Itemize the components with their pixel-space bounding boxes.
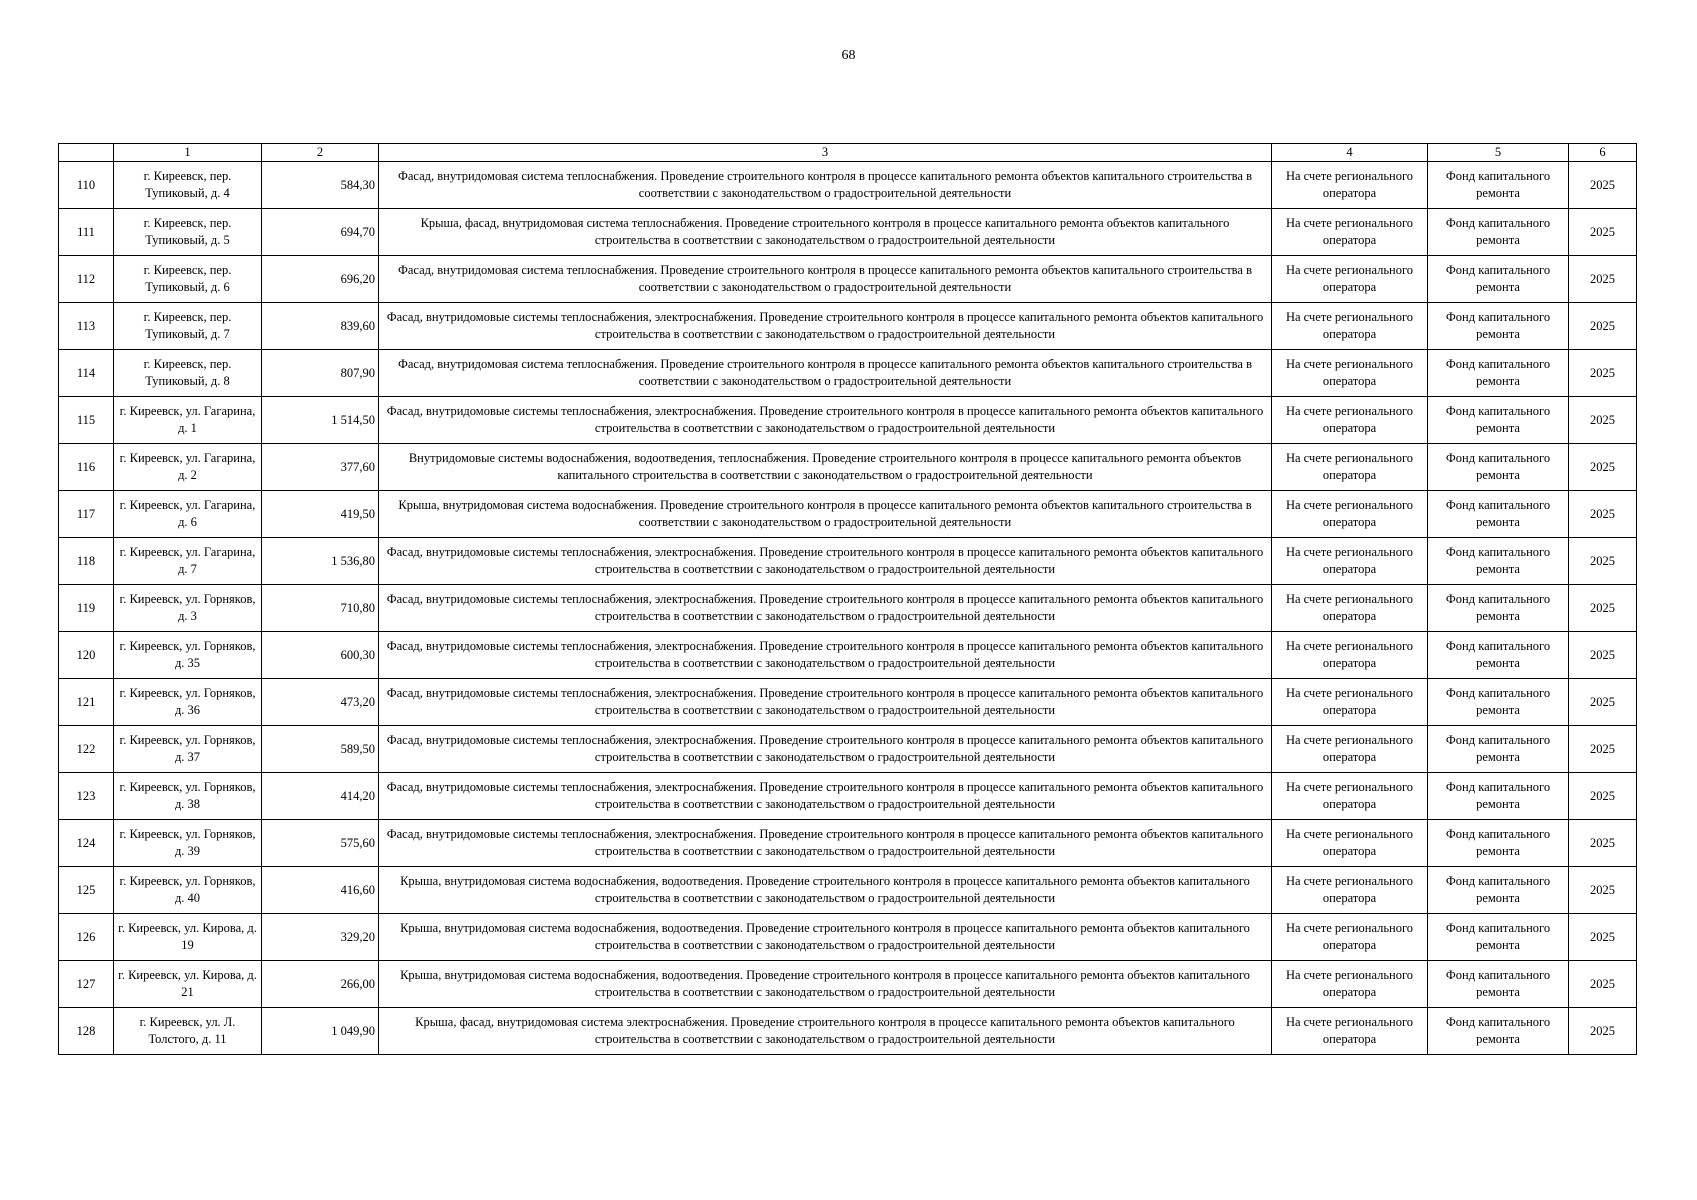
works-description-cell: Фасад, внутридомовая система теплоснабжения. Проведение строительного контроля в процессе капитального ремонта объектов капитального строительства в соответствии с законодательством о градостроительной деятельности (379, 350, 1272, 397)
row-number-cell: 120 (59, 632, 114, 679)
area-cell: 266,00 (262, 961, 379, 1008)
funding-account-cell: На счете регионального оператора (1272, 585, 1428, 632)
year-cell: 2025 (1569, 773, 1637, 820)
funding-account-cell: На счете регионального оператора (1272, 491, 1428, 538)
funding-source-cell: Фонд капитального ремонта (1428, 585, 1569, 632)
area-cell: 329,20 (262, 914, 379, 961)
area-cell: 1 536,80 (262, 538, 379, 585)
address-cell: г. Киреевск, ул. Горняков, д. 35 (114, 632, 262, 679)
funding-account-cell: На счете регионального оператора (1272, 256, 1428, 303)
funding-source-cell: Фонд капитального ремонта (1428, 726, 1569, 773)
column-header-6: 6 (1569, 144, 1637, 162)
row-number-cell: 127 (59, 961, 114, 1008)
row-number-cell: 122 (59, 726, 114, 773)
column-header-5: 5 (1428, 144, 1569, 162)
repair-register-table (58, 143, 1637, 1055)
funding-source-cell: Фонд капитального ремонта (1428, 397, 1569, 444)
row-number-cell: 123 (59, 773, 114, 820)
year-cell: 2025 (1569, 914, 1637, 961)
area-cell: 419,50 (262, 491, 379, 538)
area-cell: 807,90 (262, 350, 379, 397)
funding-source-cell: Фонд капитального ремонта (1428, 162, 1569, 209)
address-cell: г. Киреевск, ул. Гагарина, д. 2 (114, 444, 262, 491)
row-number-cell: 117 (59, 491, 114, 538)
year-cell: 2025 (1569, 679, 1637, 726)
year-cell: 2025 (1569, 397, 1637, 444)
funding-account-cell: На счете регионального оператора (1272, 162, 1428, 209)
address-cell: г. Киреевск, пер. Тупиковый, д. 7 (114, 303, 262, 350)
area-cell: 473,20 (262, 679, 379, 726)
row-number-cell: 116 (59, 444, 114, 491)
area-cell: 696,20 (262, 256, 379, 303)
address-cell: г. Киреевск, ул. Горняков, д. 37 (114, 726, 262, 773)
address-cell: г. Киреевск, пер. Тупиковый, д. 5 (114, 209, 262, 256)
address-cell: г. Киреевск, ул. Горняков, д. 40 (114, 867, 262, 914)
works-description-cell: Крыша, внутридомовая система водоснабжения, водоотведения. Проведение строительного контроля в процессе капитального ремонта объектов капитального строительства в соответствии с законодательством о градостроительной деятельности (379, 867, 1272, 914)
works-description-cell: Крыша, внутридомовая система водоснабжения, водоотведения. Проведение строительного контроля в процессе капитального ремонта объектов капитального строительства в соответствии с законодательством о градостроительной деятельности (379, 914, 1272, 961)
year-cell: 2025 (1569, 444, 1637, 491)
table-row (59, 397, 1637, 444)
table-row (59, 914, 1637, 961)
works-description-cell: Фасад, внутридомовые системы теплоснабжения, электроснабжения. Проведение строительного контроля в процессе капитального ремонта объектов капитального строительства в соответствии с законодательством о градостроительной деятельности (379, 585, 1272, 632)
table-row (59, 162, 1637, 209)
funding-source-cell: Фонд капитального ремонта (1428, 1008, 1569, 1055)
works-description-cell: Фасад, внутридомовые системы теплоснабжения, электроснабжения. Проведение строительного контроля в процессе капитального ремонта объектов капитального строительства в соответствии с законодательством о градостроительной деятельности (379, 773, 1272, 820)
year-cell: 2025 (1569, 585, 1637, 632)
table-row (59, 773, 1637, 820)
area-cell: 416,60 (262, 867, 379, 914)
row-number-cell: 121 (59, 679, 114, 726)
funding-account-cell: На счете регионального оператора (1272, 820, 1428, 867)
year-cell: 2025 (1569, 632, 1637, 679)
row-number-cell: 112 (59, 256, 114, 303)
year-cell: 2025 (1569, 256, 1637, 303)
table-row (59, 820, 1637, 867)
address-cell: г. Киреевск, ул. Горняков, д. 3 (114, 585, 262, 632)
row-number-cell: 118 (59, 538, 114, 585)
area-cell: 589,50 (262, 726, 379, 773)
row-number-cell: 111 (59, 209, 114, 256)
works-description-cell: Крыша, фасад, внутридомовая система теплоснабжения. Проведение строительного контроля в процессе капитального ремонта объектов капитального строительства в соответствии с законодательством о градостроительной деятельности (379, 209, 1272, 256)
works-description-cell: Фасад, внутридомовые системы теплоснабжения, электроснабжения. Проведение строительного контроля в процессе капитального ремонта объектов капитального строительства в соответствии с законодательством о градостроительной деятельности (379, 726, 1272, 773)
area-cell: 1 049,90 (262, 1008, 379, 1055)
table-row (59, 209, 1637, 256)
column-header-4: 4 (1272, 144, 1428, 162)
works-description-cell: Фасад, внутридомовые системы теплоснабжения, электроснабжения. Проведение строительного контроля в процессе капитального ремонта объектов капитального строительства в соответствии с законодательством о градостроительной деятельности (379, 303, 1272, 350)
works-description-cell: Фасад, внутридомовая система теплоснабжения. Проведение строительного контроля в процессе капитального ремонта объектов капитального строительства в соответствии с законодательством о градостроительной деятельности (379, 162, 1272, 209)
funding-source-cell: Фонд капитального ремонта (1428, 961, 1569, 1008)
row-number-cell: 125 (59, 867, 114, 914)
table-row (59, 961, 1637, 1008)
funding-account-cell: На счете регионального оператора (1272, 961, 1428, 1008)
funding-source-cell: Фонд капитального ремонта (1428, 256, 1569, 303)
funding-source-cell: Фонд капитального ремонта (1428, 632, 1569, 679)
year-cell: 2025 (1569, 867, 1637, 914)
table-row (59, 256, 1637, 303)
works-description-cell: Крыша, внутридомовая система водоснабжения. Проведение строительного контроля в процессе капитального ремонта объектов капитального строительства в соответствии с законодательством о градостроительной деятельности (379, 491, 1272, 538)
funding-source-cell: Фонд капитального ремонта (1428, 914, 1569, 961)
year-cell: 2025 (1569, 1008, 1637, 1055)
table-row (59, 679, 1637, 726)
funding-source-cell: Фонд капитального ремонта (1428, 303, 1569, 350)
year-cell: 2025 (1569, 303, 1637, 350)
table-row (59, 726, 1637, 773)
address-cell: г. Киреевск, пер. Тупиковый, д. 4 (114, 162, 262, 209)
column-header-3: 3 (379, 144, 1272, 162)
table-row (59, 444, 1637, 491)
funding-account-cell: На счете регионального оператора (1272, 1008, 1428, 1055)
works-description-cell: Фасад, внутридомовые системы теплоснабжения, электроснабжения. Проведение строительного контроля в процессе капитального ремонта объектов капитального строительства в соответствии с законодательством о градостроительной деятельности (379, 679, 1272, 726)
row-number-cell: 126 (59, 914, 114, 961)
address-cell: г. Киреевск, ул. Горняков, д. 38 (114, 773, 262, 820)
funding-source-cell: Фонд капитального ремонта (1428, 773, 1569, 820)
address-cell: г. Киреевск, пер. Тупиковый, д. 8 (114, 350, 262, 397)
area-cell: 584,30 (262, 162, 379, 209)
area-cell: 600,30 (262, 632, 379, 679)
works-description-cell: Крыша, внутридомовая система водоснабжения, водоотведения. Проведение строительного контроля в процессе капитального ремонта объектов капитального строительства в соответствии с законодательством о градостроительной деятельности (379, 961, 1272, 1008)
year-cell: 2025 (1569, 961, 1637, 1008)
area-cell: 710,80 (262, 585, 379, 632)
address-cell: г. Киреевск, ул. Кирова, д. 19 (114, 914, 262, 961)
year-cell: 2025 (1569, 726, 1637, 773)
funding-account-cell: На счете регионального оператора (1272, 303, 1428, 350)
column-number-header-row (59, 144, 1637, 162)
row-number-cell: 113 (59, 303, 114, 350)
area-cell: 414,20 (262, 773, 379, 820)
row-number-cell: 128 (59, 1008, 114, 1055)
funding-source-cell: Фонд капитального ремонта (1428, 209, 1569, 256)
address-cell: г. Киреевск, ул. Л. Толстого, д. 11 (114, 1008, 262, 1055)
address-cell: г. Киреевск, ул. Гагарина, д. 6 (114, 491, 262, 538)
year-cell: 2025 (1569, 491, 1637, 538)
column-header-1: 1 (114, 144, 262, 162)
row-number-cell: 115 (59, 397, 114, 444)
funding-source-cell: Фонд капитального ремонта (1428, 679, 1569, 726)
area-cell: 839,60 (262, 303, 379, 350)
funding-account-cell: На счете регионального оператора (1272, 209, 1428, 256)
works-description-cell: Фасад, внутридомовая система теплоснабжения. Проведение строительного контроля в процессе капитального ремонта объектов капитального строительства в соответствии с законодательством о градостроительной деятельности (379, 256, 1272, 303)
table-row (59, 491, 1637, 538)
column-header-2: 2 (262, 144, 379, 162)
funding-source-cell: Фонд капитального ремонта (1428, 538, 1569, 585)
funding-account-cell: На счете регионального оператора (1272, 538, 1428, 585)
year-cell: 2025 (1569, 162, 1637, 209)
row-number-cell: 114 (59, 350, 114, 397)
year-cell: 2025 (1569, 209, 1637, 256)
address-cell: г. Киреевск, ул. Кирова, д. 21 (114, 961, 262, 1008)
works-description-cell: Фасад, внутридомовые системы теплоснабжения, электроснабжения. Проведение строительного контроля в процессе капитального ремонта объектов капитального строительства в соответствии с законодательством о градостроительной деятельности (379, 632, 1272, 679)
column-header-row-number (59, 144, 114, 162)
table-row (59, 632, 1637, 679)
address-cell: г. Киреевск, ул. Горняков, д. 39 (114, 820, 262, 867)
area-cell: 575,60 (262, 820, 379, 867)
works-description-cell: Крыша, фасад, внутридомовая система электроснабжения. Проведение строительного контроля в процессе капитального ремонта объектов капитального строительства в соответствии с законодательством о градостроительной деятельности (379, 1008, 1272, 1055)
funding-account-cell: На счете регионального оператора (1272, 397, 1428, 444)
address-cell: г. Киреевск, ул. Гагарина, д. 1 (114, 397, 262, 444)
table-row (59, 350, 1637, 397)
row-number-cell: 124 (59, 820, 114, 867)
funding-source-cell: Фонд капитального ремонта (1428, 820, 1569, 867)
funding-account-cell: На счете регионального оператора (1272, 632, 1428, 679)
area-cell: 377,60 (262, 444, 379, 491)
funding-account-cell: На счете регионального оператора (1272, 444, 1428, 491)
works-description-cell: Фасад, внутридомовые системы теплоснабжения, электроснабжения. Проведение строительного контроля в процессе капитального ремонта объектов капитального строительства в соответствии с законодательством о градостроительной деятельности (379, 820, 1272, 867)
year-cell: 2025 (1569, 820, 1637, 867)
table-row (59, 538, 1637, 585)
works-description-cell: Внутридомовые системы водоснабжения, водоотведения, теплоснабжения. Проведение строительного контроля в процессе капитального ремонта объектов капитального строительства в соответствии с законодательством о градостроительной деятельности (379, 444, 1272, 491)
funding-source-cell: Фонд капитального ремонта (1428, 444, 1569, 491)
address-cell: г. Киреевск, ул. Гагарина, д. 7 (114, 538, 262, 585)
area-cell: 694,70 (262, 209, 379, 256)
funding-account-cell: На счете регионального оператора (1272, 679, 1428, 726)
funding-source-cell: Фонд капитального ремонта (1428, 350, 1569, 397)
works-description-cell: Фасад, внутридомовые системы теплоснабжения, электроснабжения. Проведение строительного контроля в процессе капитального ремонта объектов капитального строительства в соответствии с законодательством о градостроительной деятельности (379, 397, 1272, 444)
funding-account-cell: На счете регионального оператора (1272, 773, 1428, 820)
row-number-cell: 110 (59, 162, 114, 209)
table-row (59, 303, 1637, 350)
table-row (59, 867, 1637, 914)
address-cell: г. Киреевск, ул. Горняков, д. 36 (114, 679, 262, 726)
address-cell: г. Киреевск, пер. Тупиковый, д. 6 (114, 256, 262, 303)
funding-source-cell: Фонд капитального ремонта (1428, 867, 1569, 914)
funding-account-cell: На счете регионального оператора (1272, 867, 1428, 914)
table-body (59, 162, 1637, 1055)
funding-source-cell: Фонд капитального ремонта (1428, 491, 1569, 538)
table-row (59, 1008, 1637, 1055)
table-row (59, 585, 1637, 632)
row-number-cell: 119 (59, 585, 114, 632)
page-number: 68 (841, 48, 856, 63)
funding-account-cell: На счете регионального оператора (1272, 350, 1428, 397)
works-description-cell: Фасад, внутридомовые системы теплоснабжения, электроснабжения. Проведение строительного контроля в процессе капитального ремонта объектов капитального строительства в соответствии с законодательством о градостроительной деятельности (379, 538, 1272, 585)
area-cell: 1 514,50 (262, 397, 379, 444)
year-cell: 2025 (1569, 350, 1637, 397)
funding-account-cell: На счете регионального оператора (1272, 726, 1428, 773)
year-cell: 2025 (1569, 538, 1637, 585)
funding-account-cell: На счете регионального оператора (1272, 914, 1428, 961)
